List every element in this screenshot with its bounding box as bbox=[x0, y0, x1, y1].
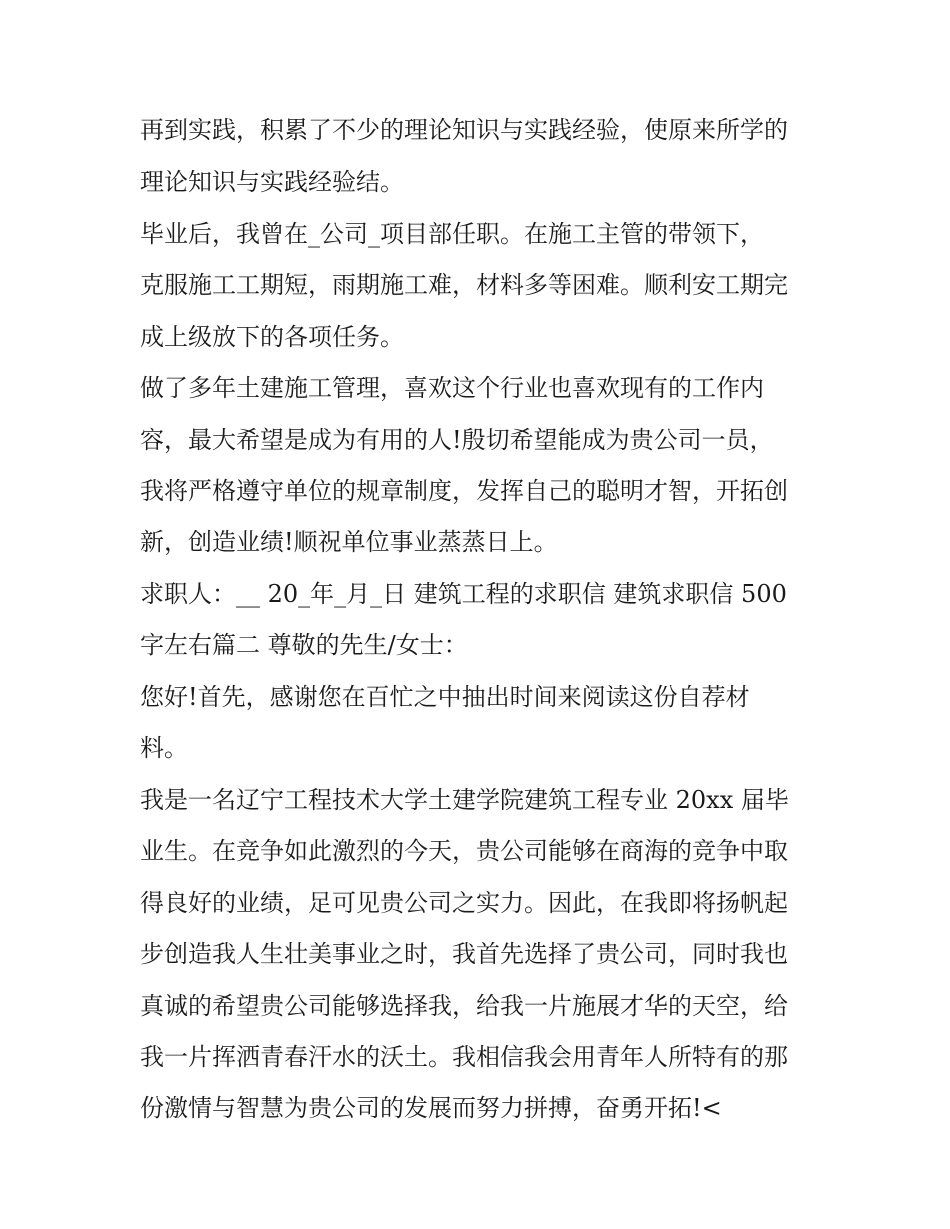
text-line: 步创造我人生壮美事业之时，我首先选择了贵公司，同时我也 bbox=[140, 940, 788, 968]
text-line: 我将严格遵守单位的规章制度，发挥自己的聪明才智，开拓创 bbox=[140, 477, 788, 505]
text-line: 字左右篇二 尊敬的先生/女士： bbox=[140, 631, 468, 659]
text-line: 份激情与智慧为贵公司的发展而努力拼搏，奋勇开拓!< bbox=[140, 1094, 722, 1122]
text-line: 业生。在竞争如此激烈的今天，贵公司能够在商海的竞争中取 bbox=[140, 837, 788, 865]
text-line: 料。 bbox=[140, 734, 188, 762]
text-line: 成上级放下的各项任务。 bbox=[140, 323, 404, 351]
text-line: 求职人：__ 20_年_月_日 建筑工程的求职信 建筑求职信 500 bbox=[140, 580, 787, 608]
text-line: 新，创造业绩!顺祝单位事业蒸蒸日上。 bbox=[140, 528, 558, 556]
text-line: 我一片挥洒青春汗水的沃土。我相信我会用青年人所特有的那 bbox=[140, 1043, 788, 1071]
text-line: 克服施工工期短，雨期施工难，材料多等困难。顺利安工期完 bbox=[140, 271, 788, 299]
text-line: 理论知识与实践经验结。 bbox=[140, 168, 404, 196]
text-line: 再到实践，积累了不少的理论知识与实践经验，使原来所学的 bbox=[140, 116, 788, 144]
text-line: 真诚的希望贵公司能够选择我，给我一片施展才华的天空，给 bbox=[140, 992, 788, 1020]
text-line: 我是一名辽宁工程技术大学土建学院建筑工程专业 20xx 届毕 bbox=[140, 786, 789, 814]
text-line: 做了多年土建施工管理，喜欢这个行业也喜欢现有的工作内 bbox=[140, 374, 764, 402]
text-line: 您好!首先，感谢您在百忙之中抽出时间来阅读这份自荐材 bbox=[140, 683, 750, 711]
text-line: 毕业后，我曾在_公司_项目部任职。在施工主管的带领下， bbox=[140, 220, 764, 248]
text-line: 容，最大希望是成为有用的人!殷切希望能成为贵公司一员， bbox=[140, 426, 774, 454]
text-line: 得良好的业绩，足可见贵公司之实力。因此，在我即将扬帆起 bbox=[140, 889, 788, 917]
